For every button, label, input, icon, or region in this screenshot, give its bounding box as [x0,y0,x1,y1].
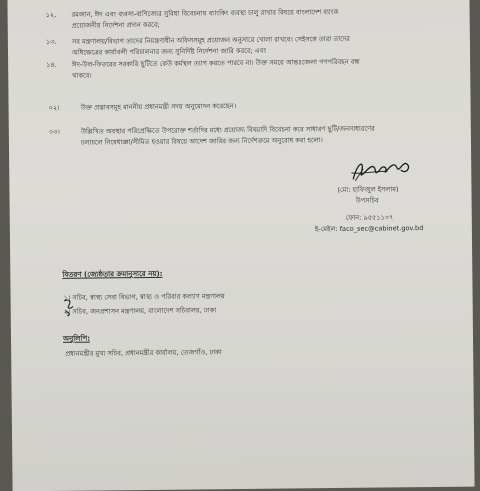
handwritten-signature [347,152,417,187]
clause-number: ১৩. [45,37,57,47]
paragraph-02 [48,99,449,113]
clause-line: প্রয়োজনীয় নির্দেশনা প্রদান করবে; [71,20,160,30]
paragraph-line: উল্লিখিত অবস্থার পরিপ্রেক্ষিতে উপরোক্ত শর্তাদির মধ্যে প্রয়োজ্য বিষয়াদি বিবেচনা করে সাধারণ ছুটি/জনসাধারণের [80,124,375,136]
signer-name: (মো: হাফিজুল ইসলাম) [337,185,399,194]
clause-line: অধিক্ষেত্রের কার্যাবলী পরিচালনার জন্য সুনির্দিষ্ট নির্দেশনা জারি করবে; এবং [71,46,267,57]
paragraph-number: ০২। [48,103,60,113]
clause-line: সব মন্ত্রণালয়/বিভাগ তাদের নিয়ন্ত্রণাধীন অফিসসমূহ প্রয়োজন অনুসারে খোলা রাখবে। সেইসঙ্গে তারা তাদের [71,34,350,46]
copy-heading: অনুলিপি: [62,334,91,343]
copy-item: প্রধানমন্ত্রীর মুখ্য সচিব, প্রধানমন্ত্রীর কার্যালয়, তেজগাঁও, ঢাকা [65,348,222,358]
distribution-item: ২। সচিব, জনপ্রশাসন মন্ত্রণালয়, বাংলাদেশ সচিবালয়, ঢাকা [63,306,217,316]
clause-12 [45,6,448,30]
distribution-item: ১। সচিব, স্বাস্থ্য সেবা বিভাগ, স্বাস্থ্য ও পরিবার কল্যাণ মন্ত্রণালয় [63,292,225,302]
paragraph-number: ০৩। [48,127,60,137]
document-page [7,0,474,491]
signer-phone: ফোন: ৯৫৫১১০৭ [345,213,394,222]
clause-number: ১৪. [46,60,57,70]
clause-13 [45,33,448,57]
signer-email: ই-মেইল: faco_sec@cabinet.gov.bd [314,224,424,234]
clause-line: ঈদ-উল-ফিতরের সরকারি ছুটিতে কেউ কর্মস্থল ত্যাগ করতে পারবে না। উক্ত সময়ে আন্তঃজেলা গণপরিবহন বন্ধ [72,57,360,69]
paragraph-line: চলাচলে নিষেধাজ্ঞা/সীমিত হওয়ার বিষয়ে আদেশ জারির জন্য নির্দেশক্রমে অনুরোধ করা হলো। [80,136,323,147]
handwritten-mark [63,297,77,317]
signer-designation: উপসচিব [355,196,379,205]
paragraph-line: উক্ত প্রস্তাবসমূহ মাননীয় প্রধানমন্ত্রী সদয় অনুমোদন করেছেন। [80,102,237,112]
distribution-heading: বিতরণ (জ্যেষ্ঠতার ক্রমানুসারে নয়): [62,269,163,279]
clause-number: ১২. [45,10,57,20]
clause-line: রমজান, ঈদ এবং ব্যবসা-বাণিজ্যের সুবিধা বিবেচনায় ব্যাংকিং ব্যবস্থা চালু রাখার বিষয়ে বাংলাদেশ ব্যাংক [71,7,339,19]
clause-line: থাকবে। [72,71,92,80]
paragraph-03 [48,123,449,147]
